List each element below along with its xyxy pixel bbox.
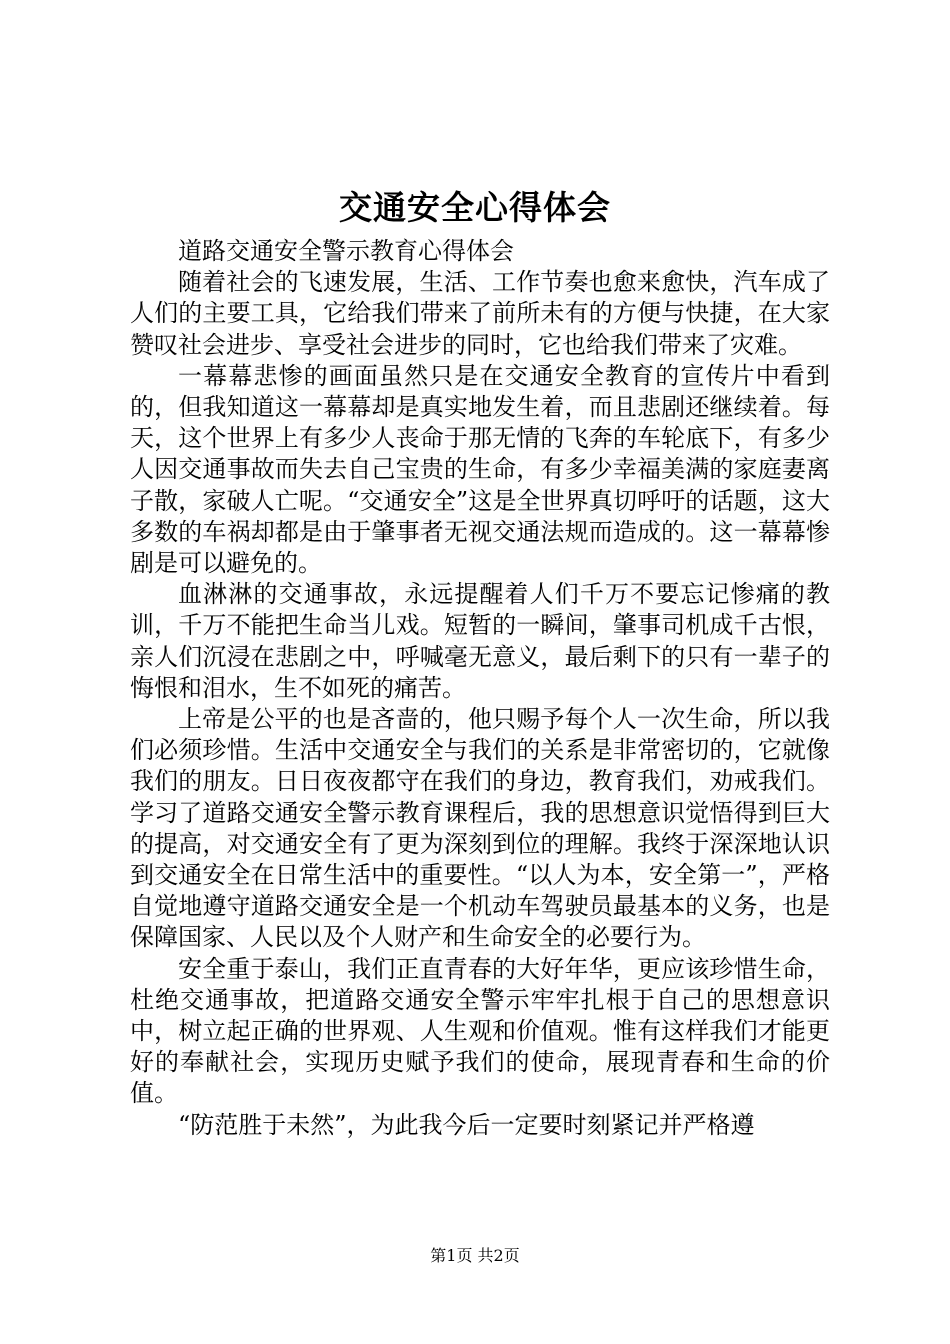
paragraph: 一幕幕悲惨的画面虽然只是在交通安全教育的宣传片中看到的，但我知道这一幕幕却是真实地发生着，而且悲剧还继续着。每天，这个世界上有多少人丧命于那无情的飞奔的车轮底下，有多少人因交通事故而失去自己宝贵的生命，有多少幸福美满的家庭妻离子散，家破人亡呢。“交通安全”这是全世界真切呼吁的话题，这大多数的车祸却都是由于肇事者无视交通法规而造成的。这一幕幕惨剧是可以避免的。 (130, 361, 830, 578)
paragraph: 血淋淋的交通事故，永远提醒着人们千万不要忘记惨痛的教训，千万不能把生命当儿戏。短暂的一瞬间，肇事司机成千古恨，亲人们沉浸在悲剧之中，呼喊毫无意义，最后剩下的只有一辈子的悔恨和泪水，生不如死的痛苦。 (130, 580, 830, 702)
paragraph-subtitle: 道路交通安全警示教育心得体会 (178, 237, 514, 265)
paragraph: 随着社会的飞速发展，生活、工作节奏也愈来愈快，汽车成了人们的主要工具，它给我们带来了前所未有的方便与快捷，在大家赞叹社会进步、享受社会进步的同时，它也给我们带来了灾难。 (130, 268, 830, 359)
document-title: 交通安全心得体会 (339, 188, 611, 227)
paragraph: 上帝是公平的也是吝啬的，他只赐予每个人一次生命，所以我们必须珍惜。生活中交通安全与我们的关系是非常密切的，它就像我们的朋友。日日夜夜都守在我们的身边，教育我们，劝戒我们。学习了道路交通安全警示教育课程后，我的思想意识觉悟得到巨大的提高，对交通安全有了更为深刻到位的理解。我终于深深地认识到交通安全在日常生活中的重要性。“以人为本，安全第一”，严格自觉地遵守道路交通安全是一个机动车驾驶员最基本的义务，也是保障国家、人民以及个人财产和生命安全的必要行为。 (130, 705, 830, 952)
paragraph: “防范胜于未然”，为此我今后一定要时刻紧记并严格遵 (178, 1110, 755, 1139)
document-body (130, 236, 830, 1141)
paragraph: 安全重于泰山，我们正直青春的大好年华，更应该珍惜生命，杜绝交通事故，把道路交通安全警示牢牢扎根于自己的思想意识中，树立起正确的世界观、人生观和价值观。惟有这样我们才能更好的奉献社会，实现历史赋予我们的使命，展现青春和生命的价值。 (130, 954, 830, 1108)
page-number-footer: 第1页 共2页 (430, 1246, 520, 1265)
